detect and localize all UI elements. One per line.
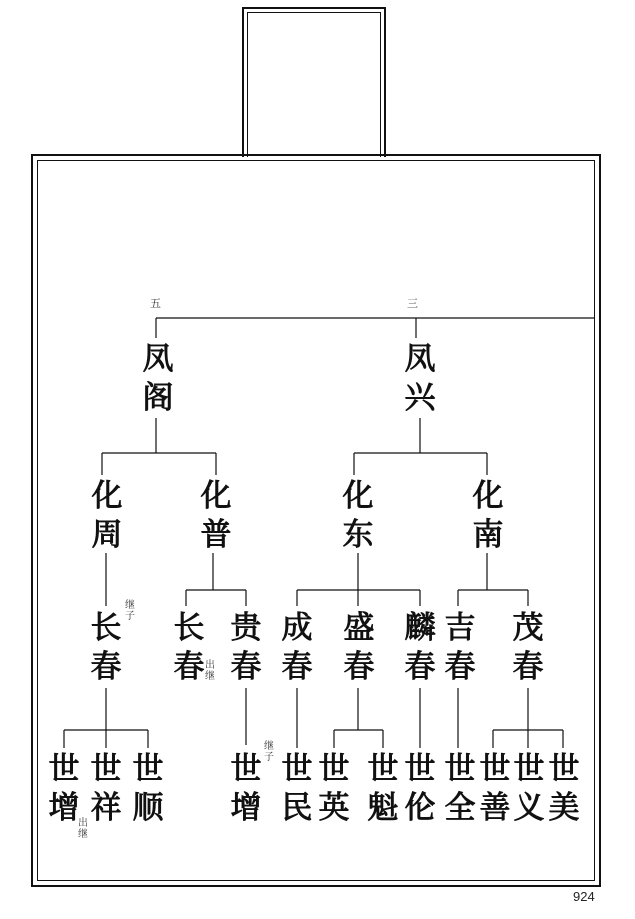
person-shizeng-a: 世 增 <box>48 751 80 826</box>
person-jichun: 吉 春 <box>444 610 476 685</box>
person-shimin: 世 民 <box>281 751 313 826</box>
person-shiquan: 世 全 <box>444 751 476 826</box>
person-huanan: 化 南 <box>472 478 504 553</box>
person-huapu: 化 普 <box>200 478 232 553</box>
out-adopt-note-2: 出 继 <box>78 818 88 840</box>
person-fengge: 凤 阁 <box>142 341 174 416</box>
person-shilun: 世 伦 <box>404 751 436 826</box>
person-shixiang: 世 祥 <box>90 751 122 826</box>
person-huadong: 化 东 <box>342 478 374 553</box>
person-shiyi: 世 义 <box>513 751 545 826</box>
ordinal-fengxing: 三 <box>407 297 418 310</box>
person-shishan: 世 善 <box>479 751 511 826</box>
person-maochun: 茂 春 <box>512 610 544 685</box>
person-huazhou: 化 周 <box>91 478 123 553</box>
person-changchun-b: 长 春 <box>173 610 205 685</box>
out-adopt-note: 出 继 <box>205 660 215 682</box>
person-shiying: 世 英 <box>318 751 350 826</box>
person-linchun: 麟 春 <box>404 610 436 685</box>
person-shikui: 世 魁 <box>367 751 399 826</box>
person-shizeng-b: 世 增 <box>230 751 262 826</box>
ordinal-fengge: 五 <box>150 297 161 310</box>
person-guichun: 贵 春 <box>230 610 262 685</box>
person-fengxing: 凤 兴 <box>404 341 436 416</box>
adopted-note: 继 子 <box>125 600 135 622</box>
person-changchun-a: 长 春 <box>90 610 122 685</box>
person-chengchun: 成 春 <box>281 610 313 685</box>
person-shengchun: 盛 春 <box>343 610 375 685</box>
page-number: 924 <box>573 889 595 904</box>
person-shimei: 世 美 <box>548 751 580 826</box>
adopted-note-2: 继 子 <box>264 741 274 763</box>
person-shishun: 世 顺 <box>132 751 164 826</box>
